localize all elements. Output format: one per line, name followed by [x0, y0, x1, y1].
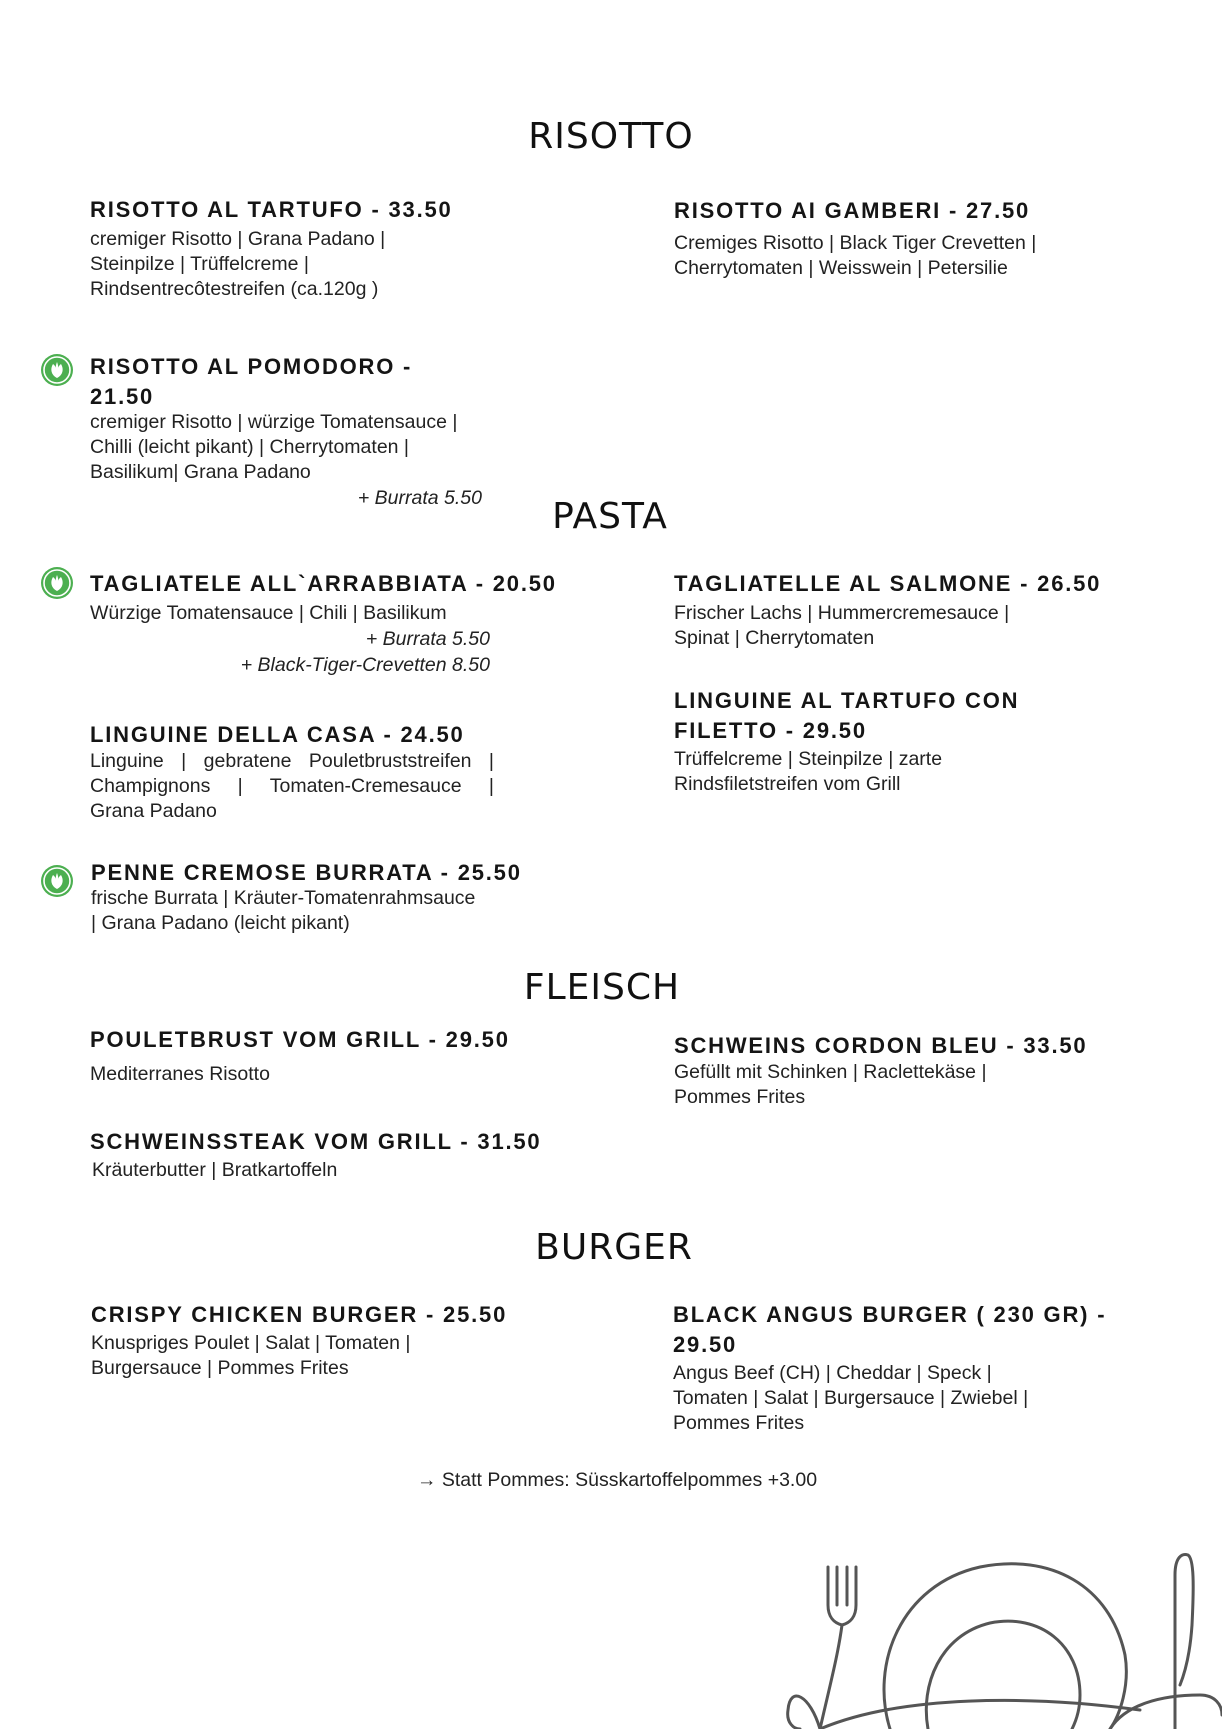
description-line: Cherrytomaten | Weisswein | Petersilie — [674, 257, 1008, 279]
item-description — [90, 1062, 530, 1087]
item-title: CRISPY CHICKEN BURGER - 25.50 — [91, 1302, 508, 1327]
cutlery-plate-icon — [780, 1545, 1222, 1729]
item-title: TAGLIATELLE AL SALMONE - 26.50 — [674, 571, 1102, 596]
title-line: FILETTO - 29.50 — [674, 718, 867, 743]
description-line: Rindsfiletstreifen vom Grill — [674, 773, 901, 795]
menu-item-risotto-al-tartufo — [90, 195, 510, 302]
item-description — [90, 410, 482, 485]
item-title: SCHWEINSSTEAK VOM GRILL - 31.50 — [90, 1129, 542, 1154]
item-title — [673, 1300, 1143, 1360]
item-title: POULETBRUST VOM GRILL - 29.50 — [90, 1027, 510, 1052]
description-line: cremiger Risotto | würzige Tomatensauce | — [90, 411, 458, 433]
description-line: Steinpilze | Trüffelcreme | — [90, 253, 309, 275]
menu-item-linguine-al-tartufo — [674, 686, 1134, 797]
item-title: RISOTTO AI GAMBERI - 27.50 — [674, 198, 1031, 223]
description-line: Spinat | Cherrytomaten — [674, 627, 875, 649]
description-line: Grana Padano — [90, 800, 217, 822]
leaf-badge-icon — [40, 353, 74, 387]
menu-item-tagliatelle-al-salmone — [674, 569, 1134, 651]
item-description — [674, 231, 1134, 281]
title-line: BLACK ANGUS BURGER ( 230 GR) - — [673, 1302, 1107, 1327]
menu-item-schweins-cordon-bleu — [674, 1031, 1134, 1110]
item-title: TAGLIATELE ALL`ARRABBIATA - 20.50 — [90, 571, 557, 596]
description-line: frische Burrata | Kräuter-Tomatenrahmsauce — [91, 887, 476, 909]
item-description — [90, 749, 494, 799]
menu-item-penne-cremose-burrata — [91, 858, 531, 936]
description-line: | Grana Padano (leicht pikant) — [91, 912, 350, 934]
section-title-fleisch: FLEISCH — [523, 967, 681, 1008]
description-line: Würzige Tomatensauce | Chili | Basilikum — [90, 602, 447, 624]
item-description — [90, 1158, 570, 1183]
description-line: Cremiges Risotto | Black Tiger Crevetten | — [674, 232, 1037, 254]
description-line: Linguine | gebratene Pouletbruststreifen | — [90, 750, 494, 772]
description-line: Pommes Frites — [673, 1412, 805, 1434]
menu-item-linguine-della-casa — [90, 720, 494, 824]
section-title-burger: BURGER — [535, 1227, 693, 1268]
item-title — [674, 686, 1134, 746]
item-title: RISOTTO AL POMODORO - 21.50 — [90, 354, 413, 409]
addon-burrata: + Burrata 5.50 — [357, 487, 482, 509]
item-description — [91, 1331, 531, 1381]
item-description — [674, 601, 1134, 651]
item-description — [90, 227, 510, 302]
item-title: LINGUINE DELLA CASA - 24.50 — [90, 722, 465, 747]
item-description — [674, 747, 1134, 797]
menu-item-tagliatele-arrabbiata — [90, 569, 557, 678]
item-description — [91, 886, 531, 936]
description-line: Kräuterbutter | Bratkartoffeln — [92, 1159, 338, 1181]
description-line: Knuspriges Poulet | Salat | Tomaten | — [91, 1332, 411, 1354]
description-line: Champignons | Tomaten-Cremesauce | — [90, 775, 494, 797]
item-description — [674, 1060, 1134, 1110]
section-title-pasta: PASTA — [552, 496, 668, 537]
description-line: Chilli (leicht pikant) | Cherrytomaten | — [90, 436, 409, 458]
description-line: Basilikum| Grana Padano — [90, 461, 311, 483]
item-title: RISOTTO AL TARTUFO - 33.50 — [90, 197, 453, 222]
menu-item-pouletbrust-vom-grill — [90, 1025, 530, 1087]
description-line: cremiger Risotto | Grana Padano | — [90, 228, 386, 250]
description-line: Trüffelcreme | Steinpilze | zarte — [674, 748, 943, 770]
side-substitution-note: → Statt Pommes: Süsskartoffelpommes +3.00 — [416, 1469, 818, 1491]
item-description — [673, 1361, 1143, 1436]
description-line: Frischer Lachs | Hummercremesauce | — [674, 602, 1010, 624]
description-line: Rindsentrecôtestreifen (ca.120g ) — [90, 278, 379, 300]
menu-item-schweinssteak-vom-grill — [90, 1127, 570, 1183]
item-description — [90, 799, 494, 824]
leaf-badge-icon — [40, 566, 74, 600]
description-line: Mediterranes Risotto — [90, 1063, 270, 1085]
description-line: Angus Beef (CH) | Cheddar | Speck | — [673, 1362, 992, 1384]
description-line: Pommes Frites — [674, 1086, 806, 1108]
description-line: Tomaten | Salat | Burgersauce | Zwiebel | — [673, 1387, 1029, 1409]
item-description — [90, 601, 490, 626]
description-line: Burgersauce | Pommes Frites — [91, 1357, 349, 1379]
item-title: SCHWEINS CORDON BLEU - 33.50 — [674, 1033, 1088, 1058]
addon-crevetten: + Black-Tiger-Crevetten 8.50 — [240, 654, 490, 676]
leaf-badge-icon — [40, 864, 74, 898]
section-title-risotto: RISOTTO — [528, 116, 694, 157]
title-line: LINGUINE AL TARTUFO CON — [674, 688, 1020, 713]
menu-item-crispy-chicken-burger — [91, 1300, 531, 1381]
menu-item-risotto-ai-gamberi — [674, 196, 1134, 281]
item-title: PENNE CREMOSE BURRATA - 25.50 — [91, 860, 522, 885]
description-line: Gefüllt mit Schinken | Raclettekäse | — [674, 1061, 987, 1083]
menu-item-risotto-al-pomodoro — [90, 352, 482, 511]
title-line: 29.50 — [673, 1332, 738, 1357]
menu-item-black-angus-burger — [673, 1300, 1143, 1436]
addon-burrata: + Burrata 5.50 — [365, 628, 490, 650]
